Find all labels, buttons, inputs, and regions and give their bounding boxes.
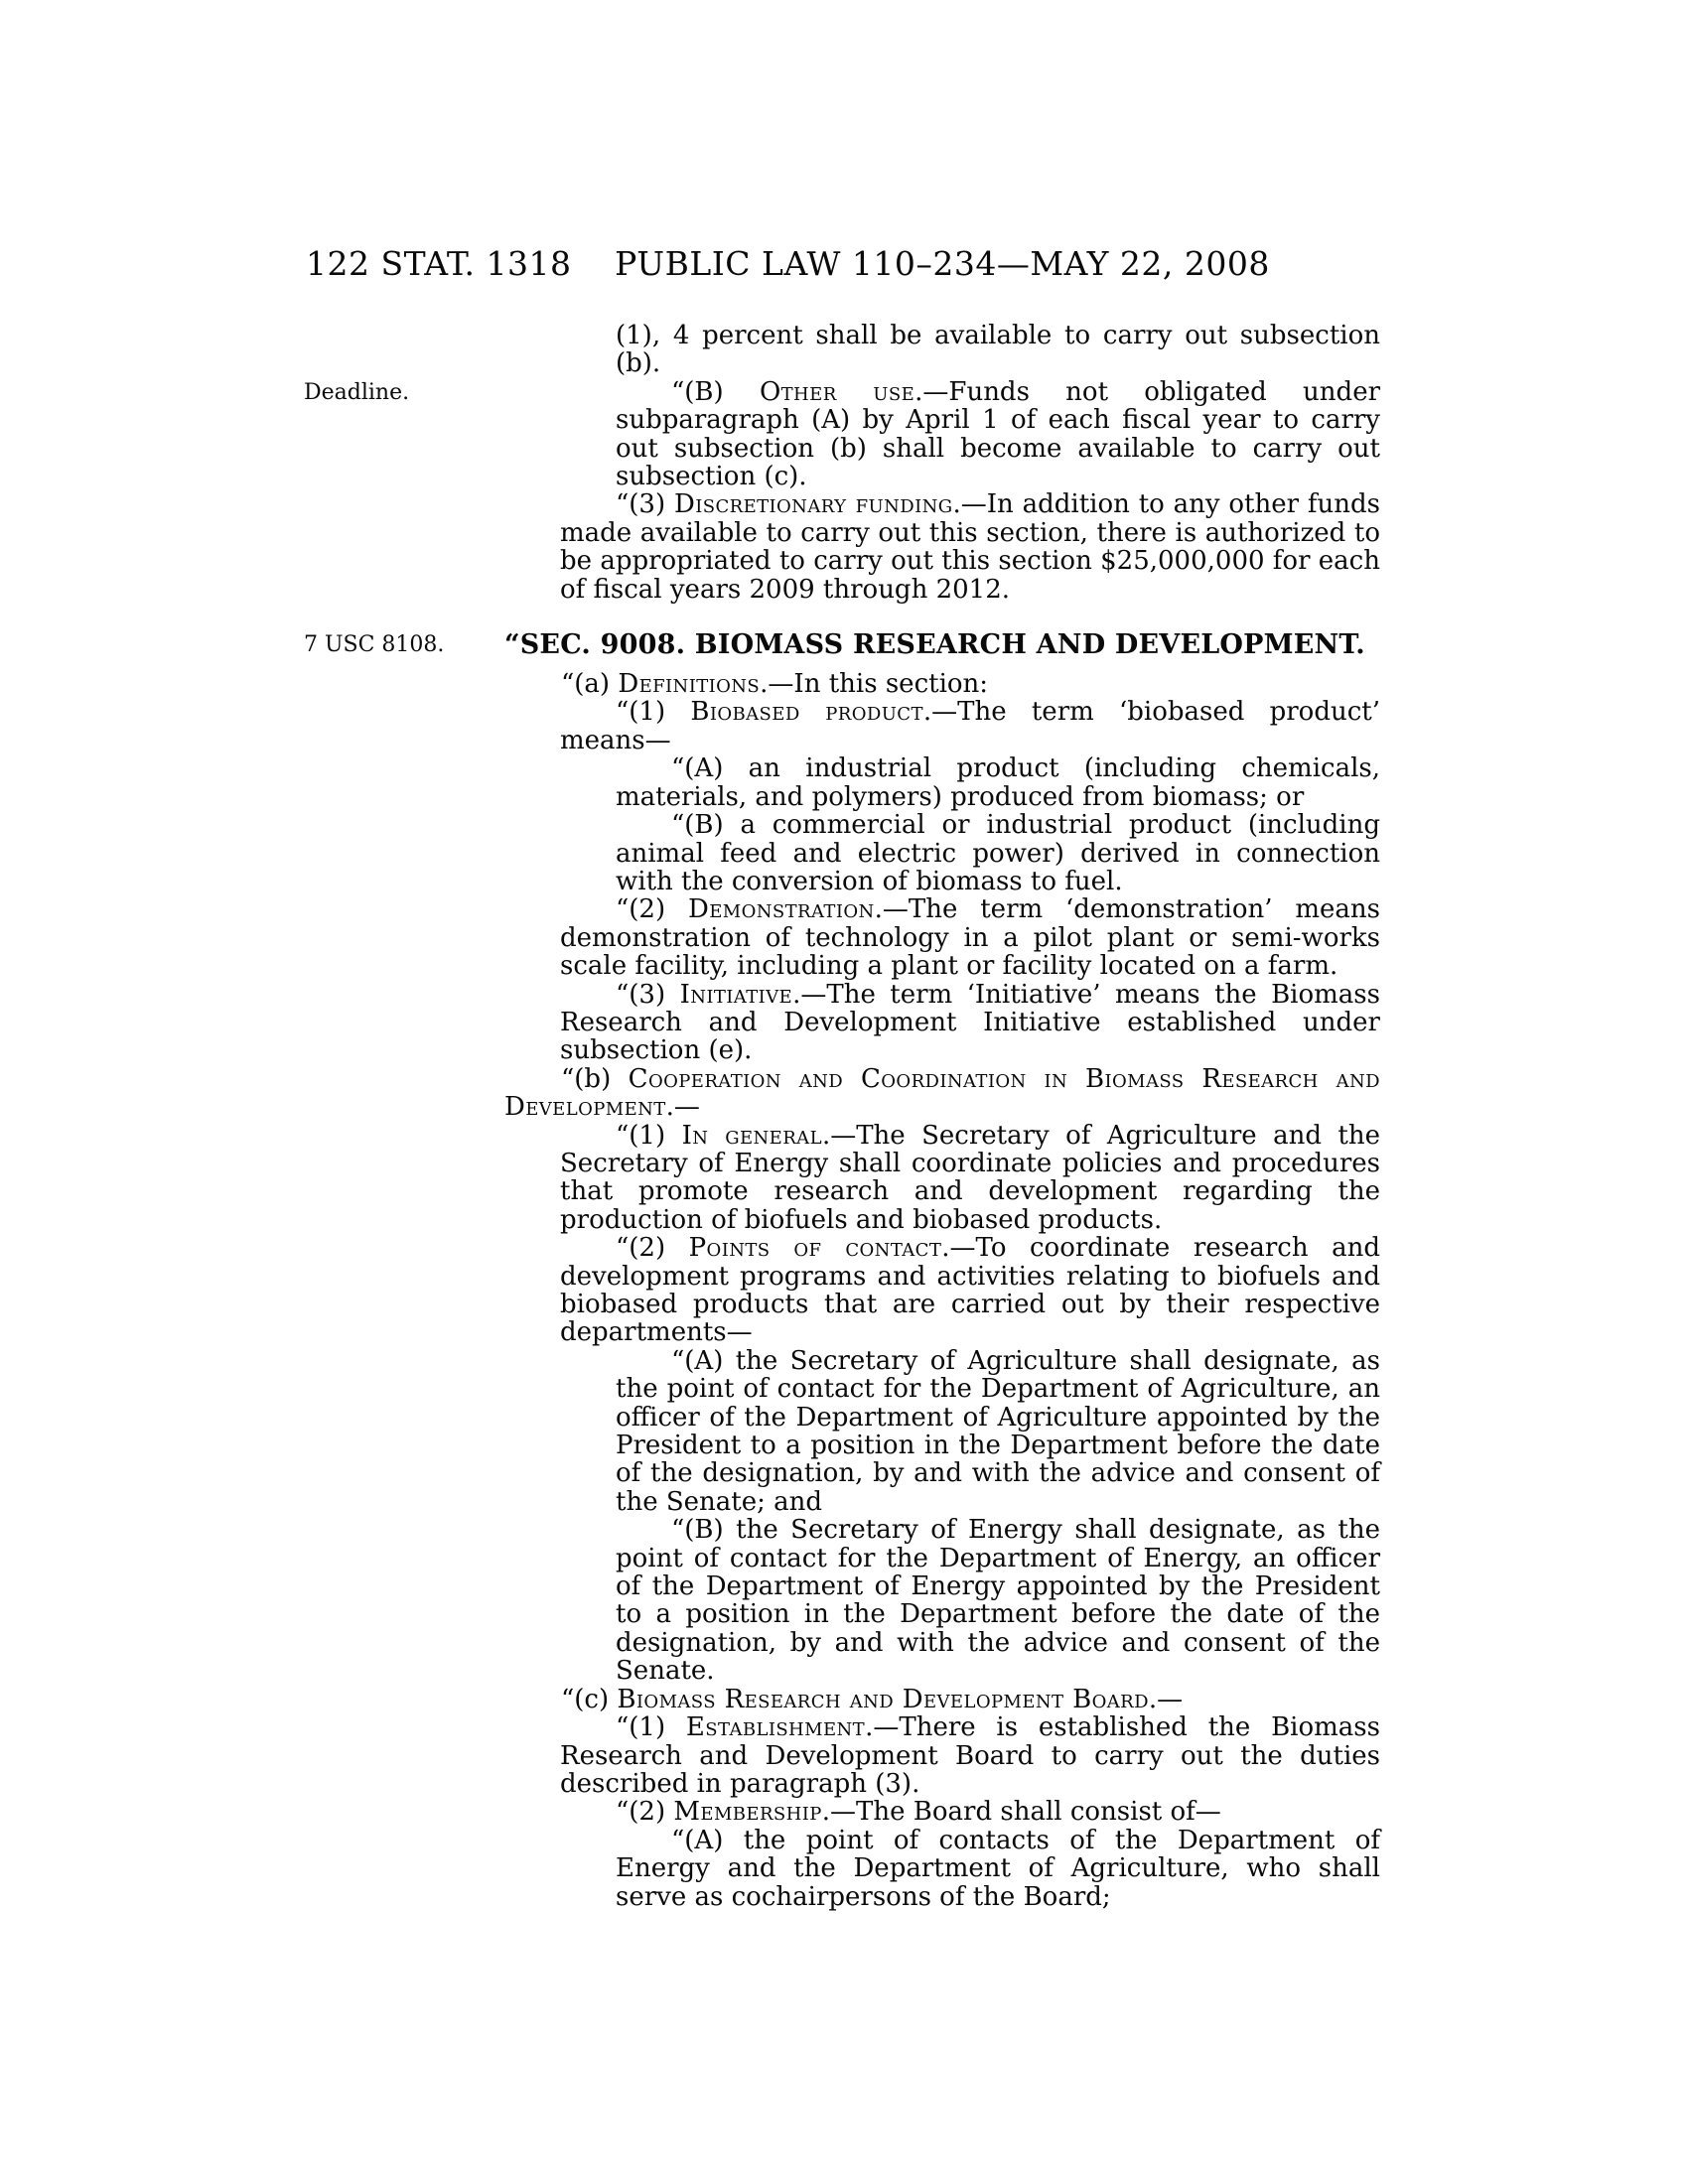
small-caps-run-in-heading: Biobased product xyxy=(690,697,923,728)
statute-text: “(B) a commercial or industrial product (including animal feed and electric power) derived in connection with the conversion of biomass to fuel. xyxy=(616,810,1380,896)
para-3-initiative xyxy=(560,981,1380,1065)
statute-text: .—The Secretary of Agriculture and the Secretary of Energy shall coordinate policies and procedures that promote research and development regarding the production of biofuels and biobased products. xyxy=(560,1120,1381,1235)
small-caps-run-in-heading: In general xyxy=(681,1120,822,1151)
margin-note: 7 USC 8108. xyxy=(304,632,445,657)
statute-text: “(3) xyxy=(616,489,674,520)
small-caps-run-in-heading: Points of contact xyxy=(688,1233,942,1264)
statute-text: “(a) xyxy=(561,669,619,700)
para-2-demonstration xyxy=(560,895,1380,980)
subpara-A-agriculture-contact xyxy=(616,1347,1380,1516)
small-caps-run-in-heading: Establishment xyxy=(685,1712,866,1743)
small-caps-run-in-heading: Membership xyxy=(673,1797,822,1828)
carryover-text xyxy=(616,322,1380,378)
para-1-in-general xyxy=(560,1122,1380,1235)
statute-text: “(B) the Secretary of Energy shall designate, as the point of contact for the Department of Energy, an officer of the Department of Energy appointed by the President to a position in the Department before the date of the designation, by and with the advice and consent of the Senate. xyxy=(616,1515,1380,1687)
margin-note: Deadline. xyxy=(304,380,410,405)
law-title: PUBLIC LAW 110–234—MAY 22, 2008 xyxy=(615,244,1270,283)
statute-text: .— xyxy=(1148,1684,1184,1714)
sec-9008-heading xyxy=(504,630,1380,660)
stat-page-number: 122 STAT. 1318 xyxy=(306,244,572,283)
statute-text: .— xyxy=(665,1092,700,1123)
statute-text: “(3) xyxy=(616,979,680,1010)
subsec-c-board xyxy=(504,1686,1380,1713)
subpara-A-industrial-product xyxy=(616,754,1380,811)
statute-text: “(2) xyxy=(616,1797,674,1828)
statute-text: “(1) xyxy=(616,1120,682,1151)
small-caps-run-in-heading: Biomass Research and Development Board xyxy=(617,1684,1149,1714)
small-caps-run-in-heading: Initiative xyxy=(679,979,793,1010)
small-caps-run-in-heading: Other use xyxy=(759,376,915,407)
statute-text: “(B) xyxy=(671,376,760,407)
subpara-B-other-use xyxy=(616,378,1380,491)
small-caps-run-in-heading: Demonstration xyxy=(687,894,875,925)
small-caps-run-in-heading: Cooperation and Coordination in Biomass Research and Development xyxy=(504,1063,1380,1123)
para-2-points-of-contact xyxy=(560,1234,1380,1347)
statute-text: “(1) xyxy=(616,1712,686,1743)
statute-text: “(2) xyxy=(616,894,688,925)
subpara-B-energy-contact xyxy=(616,1516,1380,1685)
statute-text: “(2) xyxy=(616,1233,689,1264)
para-1-establishment xyxy=(560,1713,1380,1798)
para-3-discretionary-funding xyxy=(560,490,1380,604)
statute-text: .—The term ‘Initiative’ means the Biomass Research and Development Initiative established under subsection (e). xyxy=(560,979,1380,1066)
statute-text: “(b) xyxy=(561,1063,629,1094)
statute-text: “SEC. 9008. BIOMASS RESEARCH AND DEVELOPMENT. xyxy=(504,629,1365,661)
para-2-membership xyxy=(560,1798,1380,1826)
statute-text: .—The term ‘biobased product’ means— xyxy=(560,697,1381,755)
statute-text: “(A) an industrial product (including chemicals, materials, and polymers) produced from biomass; or xyxy=(616,753,1380,812)
subsec-b-cooperation xyxy=(504,1065,1380,1122)
subpara-A-cochairpersons xyxy=(616,1827,1380,1911)
statute-text: .—There is established the Biomass Research and Development Board to carry out the duties described in paragraph (3). xyxy=(560,1712,1380,1799)
small-caps-run-in-heading: Definitions xyxy=(618,669,761,700)
statute-text: .—In this section: xyxy=(760,669,989,700)
subsec-a-definitions xyxy=(504,670,1380,698)
statute-text: “(A) the point of contacts of the Department of Energy and the Department of Agriculture, who shall serve as cochairpersons of the Board; xyxy=(616,1825,1380,1912)
statute-text: (1), 4 percent shall be available to carry out subsection (b). xyxy=(616,321,1380,379)
statute-body-column xyxy=(304,321,1381,1912)
statute-text: .—Funds not obligated under subparagraph (A) by April 1 of each fiscal year to carry out subsection (b) shall become available to carry out subsection (c). xyxy=(616,376,1381,492)
statute-text: .—To coordinate research and development programs and activities relating to biofuels and biobased products that are carried out by their respective departments— xyxy=(560,1233,1381,1348)
subpara-B-commercial-product xyxy=(616,811,1380,895)
statute-text: .—The Board shall consist of— xyxy=(821,1797,1221,1828)
statute-text: “(1) xyxy=(616,697,691,728)
statute-text: .—In addition to any other funds made available to carry out this section, there is authorized to be appropriated to carry out this section $25,000,000 for each of fiscal years 2009 through 2012. xyxy=(560,489,1380,605)
statute-text: .—The term ‘demonstration’ means demonstration of technology in a pilot plant or semi-works scale facility, including a plant or facility located on a farm. xyxy=(560,894,1380,982)
statute-text: “(c) xyxy=(561,1684,618,1714)
statute-text: “(A) the Secretary of Agriculture shall designate, as the point of contact for the Department of Agriculture, an officer of the Department of Agriculture appointed by the President to a position in the Department before the date of the designation, by and with the advice and consent of the Senate; and xyxy=(616,1345,1380,1517)
para-1-biobased-product xyxy=(560,698,1380,754)
small-caps-run-in-heading: Discretionary funding xyxy=(673,489,953,520)
